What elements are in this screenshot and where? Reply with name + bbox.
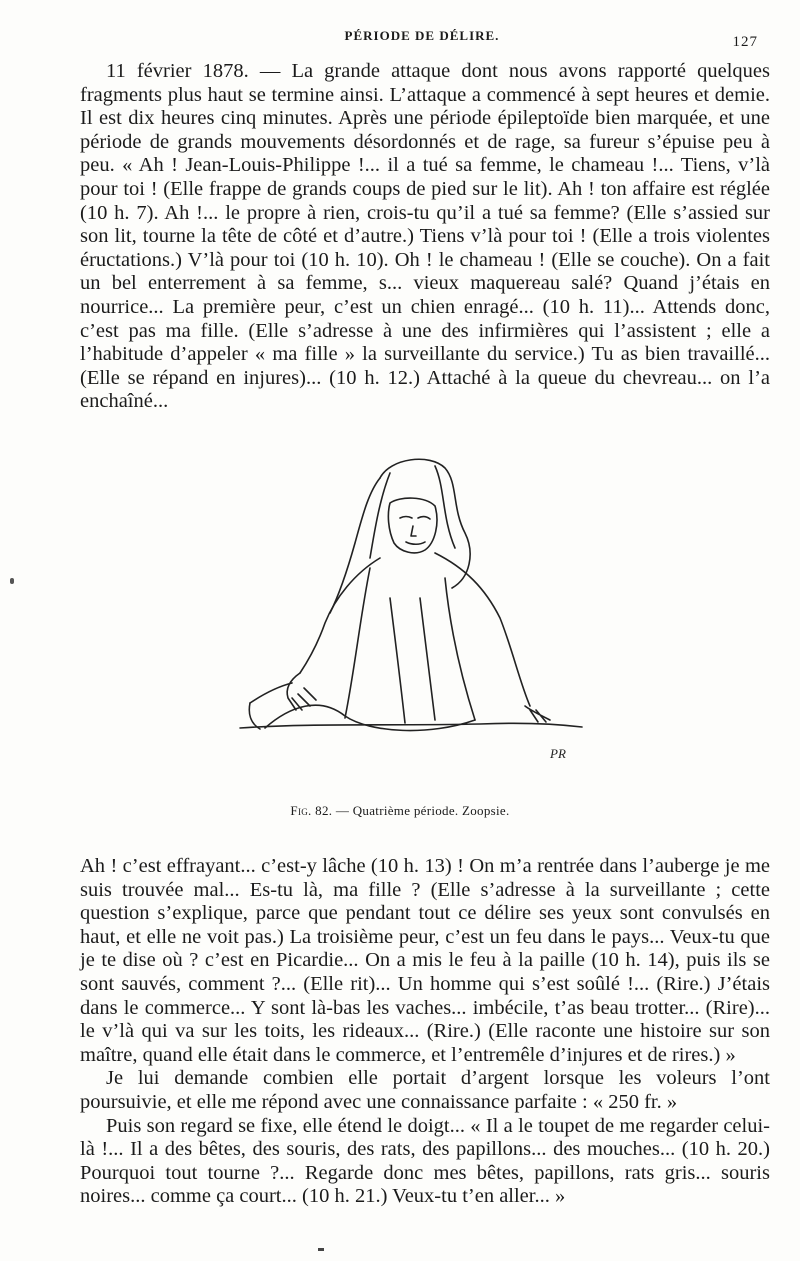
gown-hem: [265, 705, 475, 730]
hand-right: [525, 706, 550, 722]
paragraph-question: Je lui demande combien elle portait d’argent lorsque les voleurs l’ont poursuivie, et elle me répond avec une connaissance parfaite : « 250 fr. »: [80, 1067, 770, 1113]
gown-right: [445, 578, 475, 720]
figure-caption: [0, 803, 800, 819]
hand-left: [287, 673, 316, 710]
floor-line: [240, 723, 582, 728]
figure-signature: PR: [550, 746, 566, 761]
running-title: PÉRIODE DE DÉLIRE.: [344, 28, 500, 43]
paragraph-bottom: Ah ! c’est effrayant... c’est-y lâche (10 h. 13) ! On m’a rentrée dans l’auberge je me suis trouvée mal... Es-tu là, ma fille ? (Elle s’adresse à la surveillante ; cette question s’explique, parce que pendant tout ce délire ses yeux sont convulsés en haut, et elle ne voit pas.) La troisième peur, c’est un feu dans le pays... Veux-tu que je te dise où ? c’est en Picardie... On a mis le feu à la paille (10 h. 14), puis ils se sont sauvés, comment ?... (Elle rit)... Un homme qui s’est soûlé !... (Rire.) J’étais dans le commerce... Y sont là-bas les vaches... imbécile, t’as beau trotter... (Rire)... le v’là qui va sur les toits, les rideaux... (Rire.) (Elle raconte une histoire sur son maître, quand elle était dans le commerce, et l’entremêle d’injures et de rires.) »: [80, 855, 770, 1066]
figure-drawing: [230, 448, 590, 783]
bottom-mark: [318, 1248, 324, 1251]
gown-left: [345, 568, 370, 718]
arm-right: [435, 553, 530, 706]
margin-mark: [10, 578, 14, 584]
paragraph-final: Puis son regard se fixe, elle étend le doigt... « Il a le toupet de me regarder celui-là !... Il a des bêtes, des souris, des rats, des papillons... des mouches... (10 h. 20.) Pourquoi tout tourne ?... Regarde donc mes bêtes, papillons, rats gris... souris noires... comme ça court... (10 h. 21.) Veux-tu t’en aller... »: [80, 1114, 770, 1208]
running-head: [80, 28, 764, 48]
paragraph-top: 11 février 1878. — La grande attaque dont nous avons rapporté quelques fragments plus haut se termine ainsi. L’attaque a commencé à sept heures et demie. Il est dix heures cinq minutes. Après une période épileptoïde bien marquée, et une période de grands mouvements désordonnés et de rage, sa fureur s’épuise peu à peu. « Ah ! Jean-Louis-Philippe !... il a tué sa femme, le chameau !... Tiens, v’là pour toi ! (Elle frappe de grands coups de pied sur le lit). Ah ! ton affaire est réglée (10 h. 7). Ah !... le propre à rien, crois-tu qu’il a tué sa femme? (Elle s’assied sur son lit, tourne la tête de côté et d’autre.) Tiens v’là pour toi ! (Elle a trois violentes éructations.) V’là pour toi (10 h. 10). Oh ! le chameau ! (Elle se couche). On a fait un bel enterrement à sa femme, s... vieux maquereau salé? Quand j’étais en nourrice... La première peur, c’est un chien enragé... (10 h. 11)... Attends donc, c’est pas ma fille. (Elle s’adresse à une des infirmières qui l’assistent ; elle a l’habitude d’appeler « ma fille » la surveillante du service.) Tu as bien travaillé... (Elle se répand en injures)... (10 h. 12.) Attaché à la queue du chevreau... on l’a enchaîné...: [80, 60, 770, 413]
text-block-top: [80, 60, 770, 414]
hair-right: [380, 459, 470, 588]
figure-label: Fig. 82.: [290, 803, 333, 818]
figure-illustration: [230, 448, 590, 783]
figure-caption-text: — Quatrième période. Zoopsie.: [335, 803, 510, 818]
knee-left: [250, 683, 292, 703]
text-block-bottom: [80, 855, 770, 1209]
page-number: 127: [732, 34, 758, 50]
